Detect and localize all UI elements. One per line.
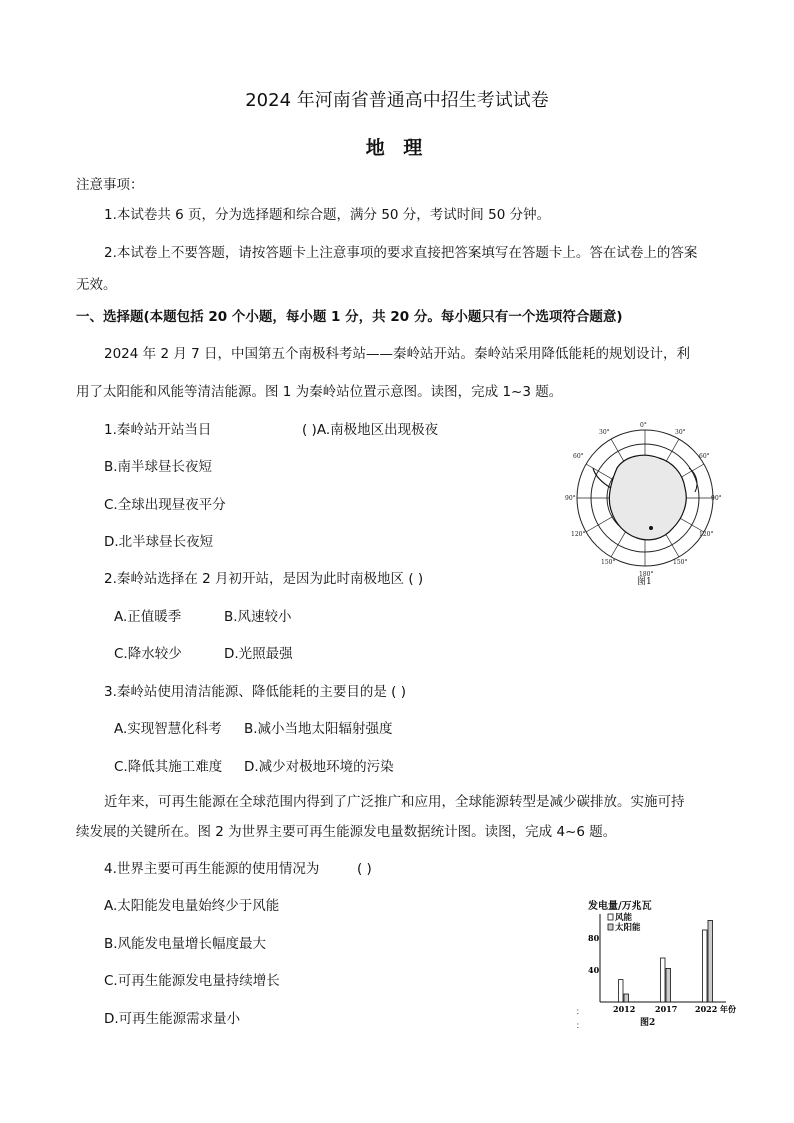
notice-item-2-line-2: 无效。 [76, 277, 117, 293]
x-tick-label: 2012 [613, 1004, 636, 1014]
antarctic-peninsula-shape [593, 468, 611, 488]
legend-label-wind: 风能 [615, 913, 633, 923]
longitude-label: 90° [565, 495, 576, 502]
figure-2-caption: 图2 [640, 1018, 656, 1028]
question-4-stem: 4.世界主要可再生能源的使用情况为 [104, 861, 320, 877]
legend-swatch-solar [608, 924, 613, 930]
question-4-option-a: A.太阳能发电量始终少于风能 [104, 898, 280, 914]
longitude-label: 90° [711, 495, 722, 502]
legend-swatch-wind [608, 914, 613, 920]
subject-title: 地 理 [365, 137, 429, 159]
question-4-paren: ( ) [357, 861, 372, 877]
section-1-heading: 一、选择题(本题包括 20 个小题，每小题 1 分，共 20 分。每小题只有一个选项符合题意) [76, 309, 623, 325]
figure-1-antarctica-map [565, 418, 725, 586]
question-4-option-c: C.可再生能源发电量持续增长 [104, 973, 280, 989]
question-1-option-b: B.南半球昼长夜短 [104, 459, 213, 475]
longitude-label: 0° [640, 422, 647, 429]
longitude-label: 60° [699, 453, 710, 460]
question-3-option-b: B.减小当地太阳辐射强度 [244, 721, 393, 737]
bar-solar-2012 [624, 994, 629, 1002]
notice-item-1: 1.本试卷共 6 页，分为选择题和综合题，满分 50 分，考试时间 50 分钟。 [104, 207, 551, 223]
longitude-label: 30° [675, 429, 686, 436]
y-tick-label: 40 [588, 965, 600, 975]
question-4-option-b: B.风能发电量增长幅度最大 [104, 936, 267, 952]
passage-2-line-1: 近年来，可再生能源在全球范围内得到了广泛推广和应用，全球能源转型是减少碳排放。实施可持 [104, 794, 685, 810]
question-2-option-c: C.降水较少 [114, 646, 182, 662]
stray-mark: ： [576, 1007, 584, 1016]
question-1-stem: 1.秦岭站开站当日 [104, 422, 212, 438]
longitude-label: 60° [573, 453, 584, 460]
legend-label-solar: 太阳能 [615, 923, 641, 933]
figure-1-caption: 图1 [637, 577, 652, 586]
question-3-option-a: A.实现智慧化科考 [114, 721, 222, 737]
passage-1-line-2: 用了太阳能和风能等清洁能源。图 1 为秦岭站位置示意图。读图，完成 1~3 题。 [76, 384, 563, 400]
chart-ylabel: 发电量/万兆瓦 [588, 901, 652, 912]
bar-solar-2022 [708, 920, 713, 1002]
question-1-option-d: D.北半球昼长夜短 [104, 534, 214, 550]
longitude-label: 30° [599, 429, 610, 436]
bar-solar-2017 [666, 968, 671, 1002]
notice-heading: 注意事项： [76, 177, 144, 193]
question-2-option-a: A.正值暖季 [114, 609, 182, 625]
longitude-label: 150° [601, 559, 616, 566]
question-3-option-c: C.降低其施工难度 [114, 759, 223, 775]
y-tick-label: 80 [588, 933, 600, 943]
question-3-stem: 3.秦岭站使用清洁能源、降低能耗的主要目的是 ( ) [104, 684, 406, 700]
x-tick-label: 2022 年份 [695, 1004, 736, 1014]
question-1-option-a: ( )A.南极地区出现极夜 [302, 422, 439, 438]
exam-title: 2024 年河南省普通高中招生考试试卷 [245, 90, 549, 111]
question-4-option-d: D.可再生能源需求量小 [104, 1011, 241, 1027]
longitude-label: 180° [639, 571, 654, 578]
qinling-station-marker [649, 526, 653, 530]
question-2-stem: 2.秦岭站选择在 2 月初开站，是因为此时南极地区 ( ) [104, 571, 424, 587]
bar-wind-2012 [619, 980, 624, 1002]
notice-item-2-line-1: 2.本试卷上不要答题，请按答题卡上注意事项的要求直接把答案填写在答题卡上。答在试卷上的答案 [104, 245, 698, 261]
question-3-option-d: D.减少对极地环境的污染 [244, 759, 394, 775]
longitude-label: 120° [699, 531, 714, 538]
passage-2-line-2: 续发展的关键所在。图 2 为世界主要可再生能源发电量数据统计图。读图，完成 4~6 题。 [76, 824, 617, 840]
figure-2-bar-chart [568, 896, 736, 1034]
passage-1-line-1: 2024 年 2 月 7 日，中国第五个南极科考站——秦岭站开站。秦岭站采用降低能耗的规划设计，利 [104, 346, 690, 362]
question-2-option-d: D.光照最强 [224, 646, 293, 662]
question-2-option-b: B.风速较小 [224, 609, 292, 625]
longitude-label: 120° [571, 531, 586, 538]
bar-wind-2022 [703, 930, 708, 1002]
question-1-option-c: C.全球出现昼夜平分 [104, 497, 226, 513]
longitude-label: 150° [673, 559, 688, 566]
x-tick-label: 2017 [655, 1004, 678, 1014]
chart-legend [608, 912, 641, 933]
antarctica-continent-shape [609, 455, 686, 540]
bar-wind-2017 [661, 958, 666, 1002]
stray-mark: ： [576, 1021, 584, 1030]
